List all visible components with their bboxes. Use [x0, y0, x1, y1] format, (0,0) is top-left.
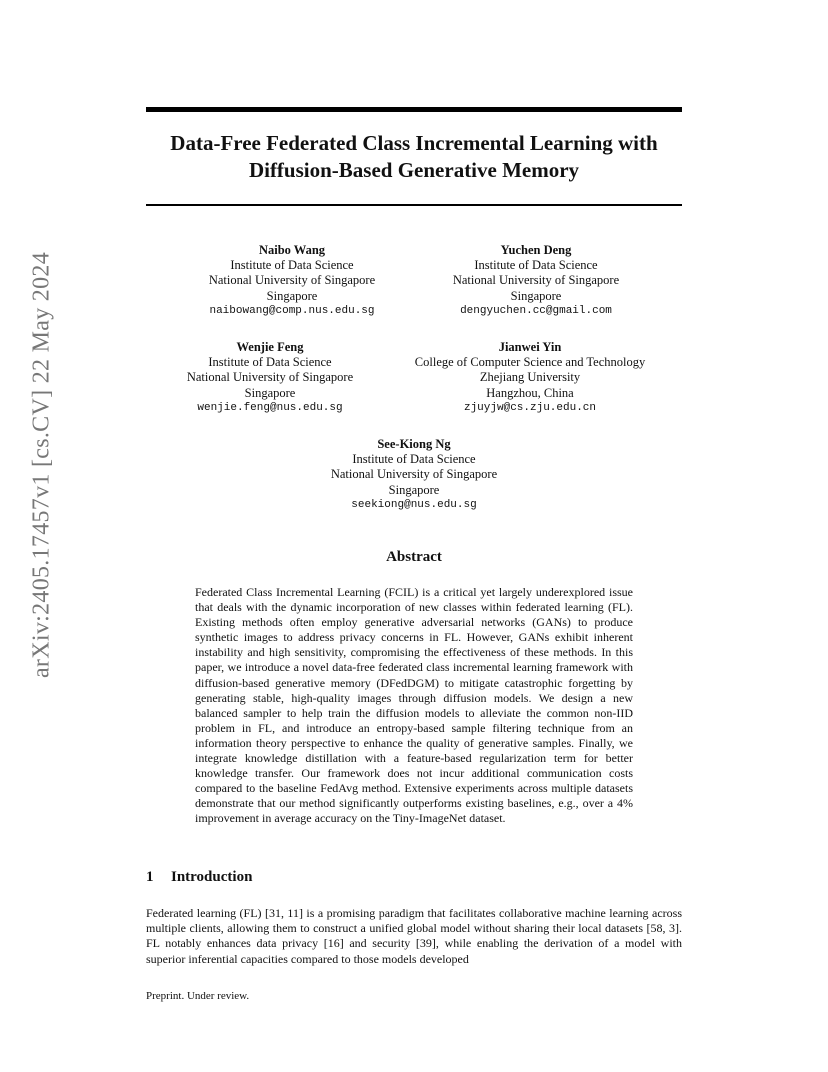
author-block — [302, 437, 526, 513]
author-name: See-Kiong Ng — [377, 437, 451, 451]
author-block — [180, 243, 404, 319]
author-name: Naibo Wang — [258, 243, 326, 257]
section-heading — [146, 869, 252, 886]
author-location: Hangzhou, China — [486, 385, 574, 400]
author-affiliation: Institute of Data Science — [352, 452, 476, 467]
author-block — [158, 340, 382, 416]
section-number: 1 — [146, 869, 154, 885]
footer-note: Preprint. Under review. — [146, 990, 250, 1002]
author-email: zjuyjw@cs.zju.edu.cn — [463, 401, 597, 414]
author-affiliation: Institute of Data Science — [474, 258, 598, 273]
author-name: Jianwei Yin — [498, 340, 562, 354]
abstract-text: Federated Class Incremental Learning (FCIL) is a critical yet largely underexplored issue that deals with the dynamic incorporation of new classes within federated learning (FL). Existing methods often employ generative adversarial networks (GANs) to produce synthetic images to address privacy concerns in FL. However, GANs exhibit inherent instability and high sensitivity, compromising the effectiveness of these methods. In this paper, we introduce a novel data-free federated class incremental learning framework with diffusion-based generative memory (DFedDGM) to mitigate catastrophic forgetting by generating stable, high-quality images through diffusion models. We design a new balanced sampler to help train the diffusion models to alleviate the common non-IID problem in FL, and introduce an entropy-based sample filtering technique from an information theory perspective to enhance the quality of generative samples. Finally, we integrate knowledge distillation with a feature-based regularization term for better knowledge transfer. Our framework does not incur additional communication costs compared to the baseline FedAvg method. Extensive experiments across multiple datasets demonstrate that our method significantly outperforms existing baselines, e.g., over a 4% improvement in average accuracy on the Tiny-ImageNet dataset. — [195, 585, 633, 826]
author-email: dengyuchen.cc@gmail.com — [460, 304, 612, 317]
title-rule-top — [146, 107, 682, 112]
section-title: Introduction — [171, 869, 253, 885]
author-location: Singapore — [510, 288, 562, 303]
author-block — [390, 340, 670, 416]
arxiv-identifier: arXiv:2405.17457v1 [cs.CV] 22 May 2024 — [28, 251, 55, 679]
paper-title: Data-Free Federated Class Incremental Learning with Diffusion-Based Generative Memory — [170, 131, 658, 182]
abstract-heading: Abstract — [386, 549, 442, 565]
intro-paragraph: Federated learning (FL) [31, 11] is a promising paradigm that facilitates collaborative machine learning across multiple clients, allowing them to construct a unified global model without sharing their local datasets [58, 3]. FL notably enhances data privacy [16] and security [39], while enabling the derivation of a model with superior inferential capacities compared to those models developed — [146, 906, 682, 966]
author-name: Yuchen Deng — [500, 243, 572, 257]
title-rule-bottom — [146, 204, 682, 206]
author-email: wenjie.feng@nus.edu.sg — [197, 401, 343, 414]
author-affiliation: National University of Singapore — [330, 467, 498, 482]
author-affiliation: National University of Singapore — [186, 370, 354, 385]
author-affiliation: National University of Singapore — [208, 273, 376, 288]
author-affiliation: National University of Singapore — [452, 273, 620, 288]
author-affiliation: Zhejiang University — [479, 370, 581, 385]
author-email: seekiong@nus.edu.sg — [351, 498, 477, 511]
author-location: Singapore — [266, 288, 318, 303]
author-location: Singapore — [388, 482, 440, 497]
author-name: Wenjie Feng — [236, 340, 304, 354]
author-affiliation: College of Computer Science and Technology — [414, 355, 646, 370]
author-affiliation: Institute of Data Science — [230, 258, 354, 273]
author-location: Singapore — [244, 385, 296, 400]
author-email: naibowang@comp.nus.edu.sg — [209, 304, 375, 317]
author-affiliation: Institute of Data Science — [208, 355, 332, 370]
author-block — [424, 243, 648, 319]
